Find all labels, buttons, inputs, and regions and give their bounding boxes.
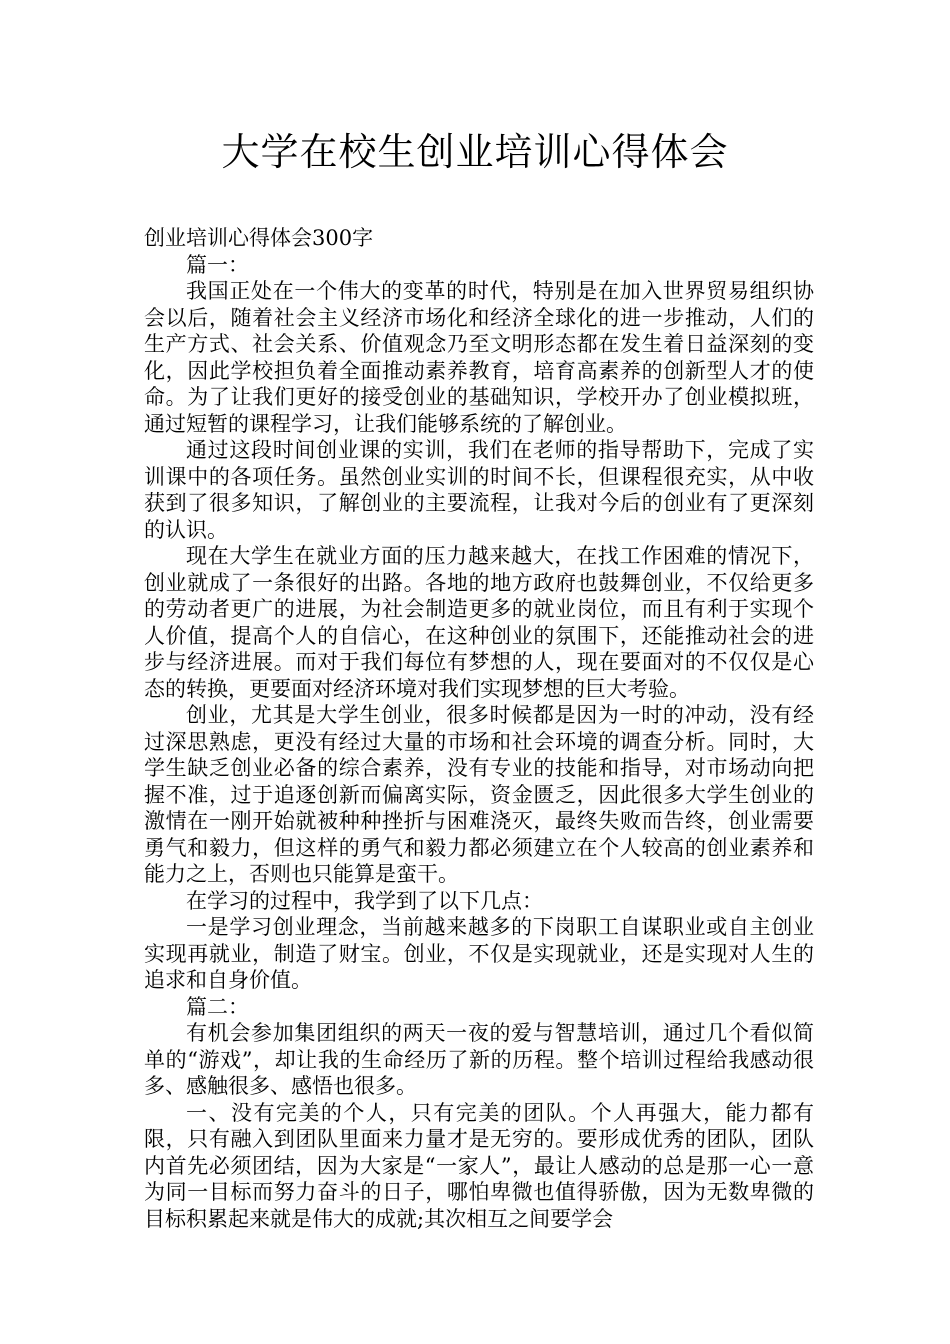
body-paragraph: 创业，尤其是大学生创业，很多时候都是因为一时的冲动，没有经过深思熟虑，更没有经过大量的市场和社会环境的调查分析。同时，大学生缺乏创业必备的综合素养，没有专业的技能和指导，对市场动向把握不准，过于追逐创新而偏离实际，资金匮乏，因此很多大学生创业的激情在一刚开始就被种种挫折与困难浇灭，最终失败而告终，创业需要勇气和毅力，但这样的勇气和毅力都必须建立在个人较高的创业素养和能力之上，否则也只能算是蛮干。 — [144, 703, 814, 886]
body-paragraph: 现在大学生在就业方面的压力越来越大，在找工作困难的情况下，创业就成了一条很好的出路。各地的地方政府也鼓舞创业，不仅给更多的劳动者更广的进展，为社会制造更多的就业岗位，而且有利于实现个人价值，提高个人的自信心，在这种创业的氛围下，还能推动社会的进步与经济进展。而对于我们每位有梦想的人，现在要面对的不仅仅是心态的转换，更要面对经济环境对我们实现梦想的巨大考验。 — [144, 544, 814, 701]
document-subtitle: 创业培训心得体会300字 — [144, 226, 374, 250]
body-paragraph: 一是学习创业理念，当前越来越多的下岗职工自谋职业或自主创业实现再就业，制造了财宝。创业，不仅是实现就业，还是实现对人生的追求和自身价值。 — [144, 915, 814, 992]
document-body — [144, 225, 814, 1232]
body-paragraph: 通过这段时间创业课的实训，我们在老师的指导帮助下，完成了实训课中的各项任务。虽然创业实训的时间不长，但课程很充实，从中收获到了很多知识，了解创业的主要流程，让我对今后的创业有了更深刻的认识。 — [144, 438, 814, 542]
section-heading-part-one: 篇一： — [186, 252, 249, 277]
body-paragraph: 我国正处在一个伟大的变革的时代，特别是在加入世界贸易组织协会以后，随着社会主义经济市场化和经济全球化的进一步推动，人们的生产方式、社会关系、价值观念乃至文明形态都在发生着日益深刻的变化，因此学校担负着全面推动素养教育，培育高素养的创新型人才的使命。为了让我们更好的接受创业的基础知识，学校开办了创业模拟班，通过短暂的课程学习，让我们能够系统的了解创业。 — [144, 279, 814, 436]
section-heading-part-two: 篇二： — [186, 994, 249, 1019]
document-title: 大学在校生创业培训心得体会 — [221, 130, 729, 174]
body-paragraph: 一、没有完美的个人，只有完美的团队。个人再强大，能力都有限，只有融入到团队里面来力量才是无穷的。要形成优秀的团队，团队内首先必须团结，因为大家是“一家人”，最让人感动的总是那一心一意为同一目标而努力奋斗的日子，哪怕卑微也值得骄傲，因为无数卑微的目标积累起来就是伟大的成就;其次相互之间要学会 — [144, 1100, 814, 1231]
body-paragraph: 有机会参加集团组织的两天一夜的爱与智慧培训，通过几个看似简单的“游戏”，却让我的生命经历了新的历程。整个培训过程给我感动很多、感触很多、感悟也很多。 — [144, 1021, 814, 1098]
body-paragraph: 在学习的过程中，我学到了以下几点： — [186, 888, 543, 913]
